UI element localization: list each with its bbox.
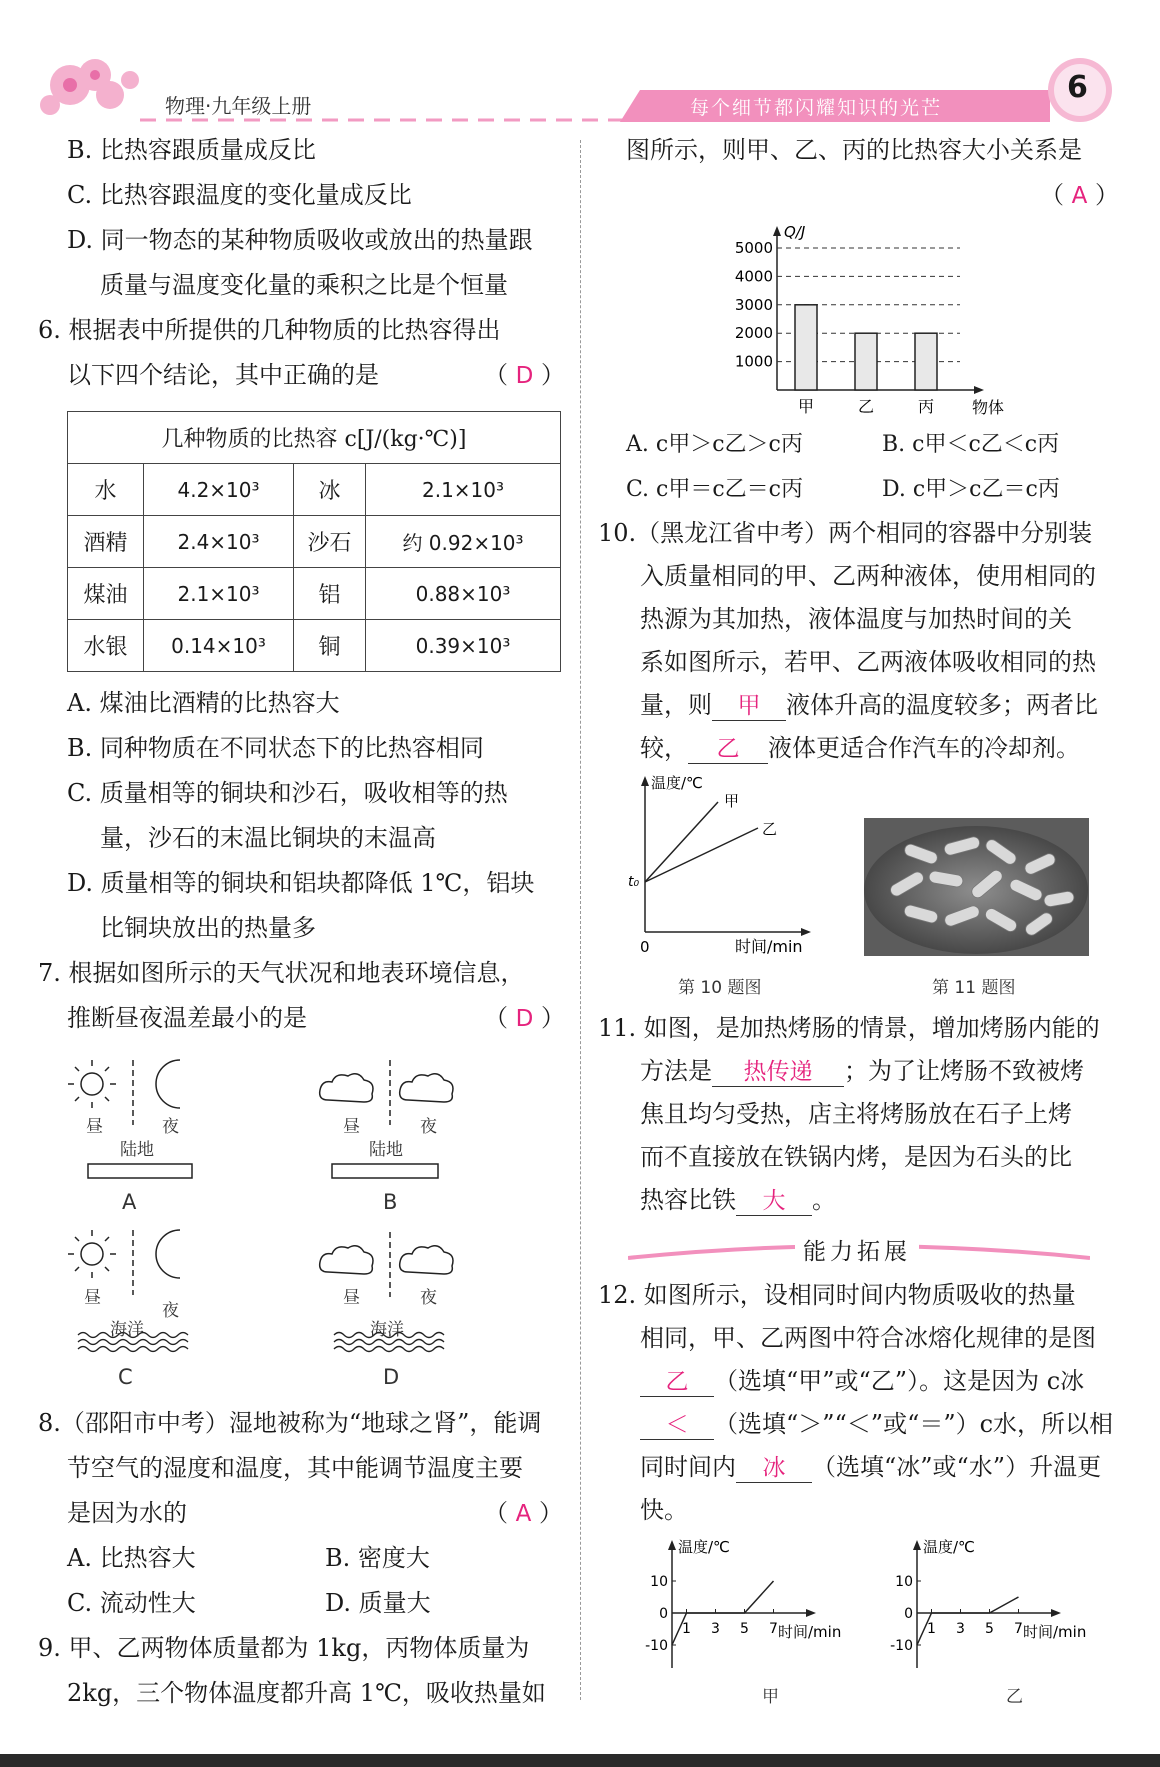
column-divider	[580, 140, 581, 1700]
q5-option-c: C. 比热容跟温度的变化量成反比	[67, 181, 412, 209]
x-tick-label: 丙	[917, 397, 935, 416]
q11-stem-line1: 11. 如图，是加热烤肠的情景，增加烤肠内能的	[598, 1014, 1100, 1042]
table-title: 几种物质的比热容 c[J/(kg·℃)]	[68, 412, 561, 464]
moon-icon	[156, 1230, 180, 1278]
x-axis-arrow-icon	[806, 1609, 816, 1617]
y-tick-label: 3000	[734, 295, 773, 314]
table-cell: 冰	[294, 464, 366, 516]
x-tick-label: 7	[769, 1621, 778, 1637]
q11-stem-line4: 而不直接放在铁锅内烤，是因为石头的比	[640, 1143, 1072, 1171]
q12-stem-line2: 相同，甲、乙两图中符合冰熔化规律的是图	[640, 1324, 1096, 1352]
x-axis-arrow-icon	[1051, 1609, 1061, 1617]
q12-text: 同时间内	[640, 1453, 736, 1481]
q11-text: 。	[812, 1186, 836, 1214]
q7-answer-value: D	[515, 1006, 534, 1032]
q6-answer-value: D	[515, 363, 534, 389]
q9-option-b: B. c甲＜c乙＜c丙	[882, 432, 1060, 457]
q6-option-b: B. 同种物质在不同状态下的比热容相同	[67, 734, 484, 762]
x-axis-label: 物体	[972, 398, 1005, 417]
book-title: 物理·九年级上册	[165, 94, 312, 118]
x-tick-label: 5	[985, 1621, 994, 1637]
q9-stem-line2: 2kg，三个物体温度都升高 1℃，吸收热量如	[67, 1679, 546, 1707]
q5-option-d-line2: 质量与温度变化量的乘积之比是个恒量	[100, 271, 508, 299]
q11-blank-1[interactable]: 热传递	[712, 1058, 844, 1087]
x-axis-label: 时间/min	[1023, 1623, 1087, 1641]
sun-icon	[68, 1060, 116, 1108]
y-axis-arrow-icon	[773, 226, 781, 236]
label-day: 昼	[343, 1117, 360, 1137]
label-night: 夜	[162, 1117, 179, 1137]
x-tick-label: 1	[682, 1621, 691, 1637]
y-axis-arrow-icon	[641, 776, 649, 786]
q11-stem-line5	[640, 1185, 836, 1216]
q12-blank-2[interactable]: ＜	[640, 1411, 714, 1440]
q9-option-a: A. c甲＞c乙＞c丙	[626, 432, 803, 457]
q8-stem-line3: 是因为水的	[67, 1499, 187, 1527]
y-tick-label: 0	[904, 1606, 913, 1622]
q10-stem-line2: 入质量相同的甲、乙两种液体，使用相同的	[640, 562, 1096, 590]
table-cell: 沙石	[294, 516, 366, 568]
bar	[795, 305, 817, 390]
label-day: 昼	[84, 1288, 101, 1308]
sausage-grill-photo	[864, 818, 1089, 956]
y-tick-label: 10	[895, 1574, 913, 1590]
q6-option-c-line1: C. 质量相等的铜块和沙石，吸收相等的热	[67, 779, 508, 807]
x-axis-arrow-icon	[801, 928, 811, 936]
label-d: D	[383, 1365, 400, 1389]
table-cell: 约 0.92×10³	[366, 516, 561, 568]
land-block	[332, 1164, 438, 1178]
fig10-caption: 第 10 题图	[678, 978, 762, 998]
q12-text: （选填“甲”或“乙”）。这是因为 c冰	[714, 1367, 1085, 1395]
q9-option-c: C. c甲＝c乙＝c丙	[626, 477, 803, 502]
fig11-caption: 第 11 题图	[932, 978, 1016, 998]
cloud-icon	[320, 1074, 373, 1102]
q7-answer: （ D ）	[484, 1004, 565, 1032]
q6-answer: （ D ）	[484, 361, 565, 389]
q8-answer: （ A ）	[484, 1499, 564, 1527]
x-tick-label: 3	[956, 1621, 965, 1637]
q12-text: （选填“＞”“＜”或“＝”）c水，所以相	[714, 1410, 1114, 1438]
y-tick-label: 10	[650, 1574, 668, 1590]
q9-bar-chart	[720, 220, 1020, 420]
moon-icon	[156, 1060, 180, 1108]
q11-stem-line2	[640, 1056, 1084, 1087]
y-axis-arrow-icon	[913, 1540, 921, 1550]
q8-answer-value: A	[515, 1501, 532, 1527]
x-tick-label: 7	[1014, 1621, 1023, 1637]
x-tick-label: 1	[927, 1621, 936, 1637]
q12-stem-line3	[640, 1366, 1084, 1397]
y-axis-label: 温度/℃	[651, 774, 703, 792]
q8-option-b: B. 密度大	[325, 1544, 430, 1572]
table-row	[68, 620, 561, 672]
graph-yi	[890, 1538, 1086, 1668]
y-tick-label: -10	[645, 1638, 668, 1654]
q11-text: 方法是	[640, 1057, 712, 1085]
x-tick-label: 乙	[857, 397, 875, 416]
table-cell: 2.4×10³	[144, 516, 294, 568]
page-number: 6	[1067, 70, 1088, 105]
q10-text: 液体更适合作汽车的冷却剂。	[768, 734, 1080, 762]
origin-label: 0	[640, 938, 650, 956]
q6-stem-line2: 以下四个结论，其中正确的是	[67, 361, 379, 389]
table-cell: 0.14×10³	[144, 620, 294, 672]
table-row	[68, 516, 561, 568]
q10-text: 较，	[640, 734, 688, 762]
table-cell: 4.2×10³	[144, 464, 294, 516]
table-cell: 0.88×10³	[366, 568, 561, 620]
y-tick-label: 0	[659, 1606, 668, 1622]
label-b: B	[383, 1190, 398, 1214]
label-c: C	[118, 1365, 133, 1389]
q10-temperature-chart	[625, 772, 825, 962]
x-tick-label: 3	[711, 1621, 720, 1637]
x-axis-arrow-icon	[974, 386, 984, 394]
q8-option-c: C. 流动性大	[67, 1589, 196, 1617]
y-tick-label: 5000	[734, 239, 773, 257]
q6-option-c-line2: 量，沙石的末温比铜块的末温高	[100, 824, 436, 852]
table-header-row	[68, 412, 561, 464]
specific-heat-table	[67, 411, 561, 672]
x-tick-label: 5	[740, 1621, 749, 1637]
cloud-icon	[400, 1246, 453, 1274]
label-ocean: 海洋	[110, 1320, 144, 1340]
graph-jia	[645, 1538, 841, 1668]
q12-blank-3[interactable]: 冰	[736, 1454, 812, 1483]
graph-yi-label: 乙	[1006, 1687, 1023, 1707]
table-cell: 铝	[294, 568, 366, 620]
cloud-icon	[400, 1074, 453, 1102]
label-land: 陆地	[120, 1140, 154, 1160]
section-title: 能力拓展	[795, 1233, 919, 1266]
q10-stem-line5	[640, 690, 1098, 721]
y-axis-label: 温度/℃	[923, 1538, 975, 1556]
table-cell: 水银	[68, 620, 144, 672]
y-tick-label: -10	[890, 1638, 913, 1654]
y-axis-arrow-icon	[668, 1540, 676, 1550]
graph-jia-label: 甲	[762, 1687, 779, 1707]
table-cell: 2.1×10³	[366, 464, 561, 516]
q8-stem-line1: 8.（邵阳市中考）湿地被称为“地球之肾”，能调	[38, 1409, 542, 1437]
q7-stem-line2: 推断昼夜温差最小的是	[67, 1004, 307, 1032]
q9-answer-value: A	[1071, 183, 1088, 209]
y-tick-label: 2000	[734, 324, 773, 343]
q7-stem-line1: 7. 根据如图所示的天气状况和地表环境信息，	[38, 959, 525, 987]
q8-option-d: D. 质量大	[325, 1589, 431, 1617]
y-axis-label: 温度/℃	[678, 1538, 730, 1556]
q10-text: 液体升高的温度较多；两者比	[786, 691, 1098, 719]
label-night: 夜	[162, 1301, 179, 1321]
q8-option-a: A. 比热容大	[67, 1544, 196, 1572]
x-axis-label: 时间/min	[778, 1623, 842, 1641]
table-cell: 煤油	[68, 568, 144, 620]
table-cell: 2.1×10³	[144, 568, 294, 620]
q11-stem-line3: 焦且均匀受热，店主将烤肠放在石子上烤	[640, 1100, 1072, 1128]
q12-stem-line1: 12. 如图所示，设相同时间内物质吸收的热量	[598, 1281, 1076, 1309]
table-cell: 铜	[294, 620, 366, 672]
table-cell: 水	[68, 464, 144, 516]
q9-stem-line1: 9. 甲、乙两物体质量都为 1kg，丙物体质量为	[38, 1634, 530, 1662]
q8-stem-line2: 节空气的湿度和温度，其中能调节温度主要	[67, 1454, 523, 1482]
q6-option-a: A. 煤油比酒精的比热容大	[67, 689, 340, 717]
y-tick-label: 4000	[734, 267, 773, 286]
q5-option-b: B. 比热容跟质量成反比	[67, 136, 316, 164]
q10-blank-2[interactable]: 乙	[688, 735, 768, 764]
y-tick-label: 1000	[734, 352, 773, 371]
label-a: A	[122, 1190, 137, 1214]
q9-option-d: D. c甲＞c乙＝c丙	[882, 477, 1060, 502]
land-block	[88, 1164, 192, 1178]
series-label-yi: 乙	[762, 820, 778, 838]
series-label-jia: 甲	[724, 792, 740, 810]
table-row	[68, 464, 561, 516]
q6-stem-line1: 6. 根据表中所提供的几种物质的比热容得出	[38, 316, 501, 344]
label-day: 昼	[343, 1288, 360, 1308]
q10-stem-line3: 热源为其加热，液体温度与加热时间的关	[640, 605, 1072, 633]
q6-option-d-line2: 比铜块放出的热量多	[100, 914, 316, 942]
y-axis-label: Q/J	[784, 223, 806, 241]
cloud-icon	[320, 1246, 373, 1274]
q11-blank-2[interactable]: 大	[736, 1187, 812, 1216]
series-line-jia	[645, 802, 718, 882]
q12-stem-line5	[640, 1452, 1101, 1483]
bar	[855, 333, 877, 390]
x-tick-label: 甲	[797, 397, 815, 416]
q10-stem-line4: 系如图所示，若甲、乙两液体吸收相同的热	[640, 648, 1096, 676]
page-bottom-bar	[0, 1754, 1160, 1767]
bar	[915, 333, 937, 390]
label-night: 夜	[420, 1117, 437, 1137]
q12-text: （选填“冰”或“水”）升温更	[812, 1453, 1102, 1481]
header-motto: 每个细节都闪耀知识的光芒	[690, 97, 943, 119]
label-land: 陆地	[369, 1140, 403, 1160]
series-line-yi	[645, 828, 758, 882]
q12-blank-1[interactable]: 乙	[640, 1368, 714, 1397]
q9-answer: （ A ）	[1040, 181, 1120, 209]
q9-stem-line3: 图所示，则甲、乙、丙的比热容大小关系是	[626, 136, 1082, 164]
table-cell: 酒精	[68, 516, 144, 568]
q6-option-d-line1: D. 质量相等的铜块和铝块都降低 1℃，铝块	[67, 869, 535, 897]
x-axis-label: 时间/min	[735, 937, 803, 956]
table-row	[68, 568, 561, 620]
q12-melting-charts	[640, 1538, 1120, 1708]
q11-text: 热容比铁	[640, 1186, 736, 1214]
label-day: 昼	[86, 1117, 103, 1137]
q12-stem-line6: 快。	[640, 1496, 688, 1524]
sun-icon	[68, 1230, 116, 1278]
label-night: 夜	[420, 1288, 437, 1308]
q10-blank-1[interactable]: 甲	[712, 692, 786, 721]
q12-stem-line4	[640, 1409, 1113, 1440]
q10-text: 量，则	[640, 691, 712, 719]
label-ocean: 海洋	[370, 1320, 404, 1340]
q11-text: ；为了让烤肠不致被烤	[844, 1057, 1084, 1085]
q10-stem-line6	[640, 733, 1080, 764]
q5-option-d-line1: D. 同一物态的某种物质吸收或放出的热量跟	[67, 226, 533, 254]
table-cell: 0.39×10³	[366, 620, 561, 672]
q10-stem-line1: 10.（黑龙江省中考）两个相同的容器中分别装	[598, 519, 1093, 547]
y-start-label: t₀	[628, 874, 640, 890]
